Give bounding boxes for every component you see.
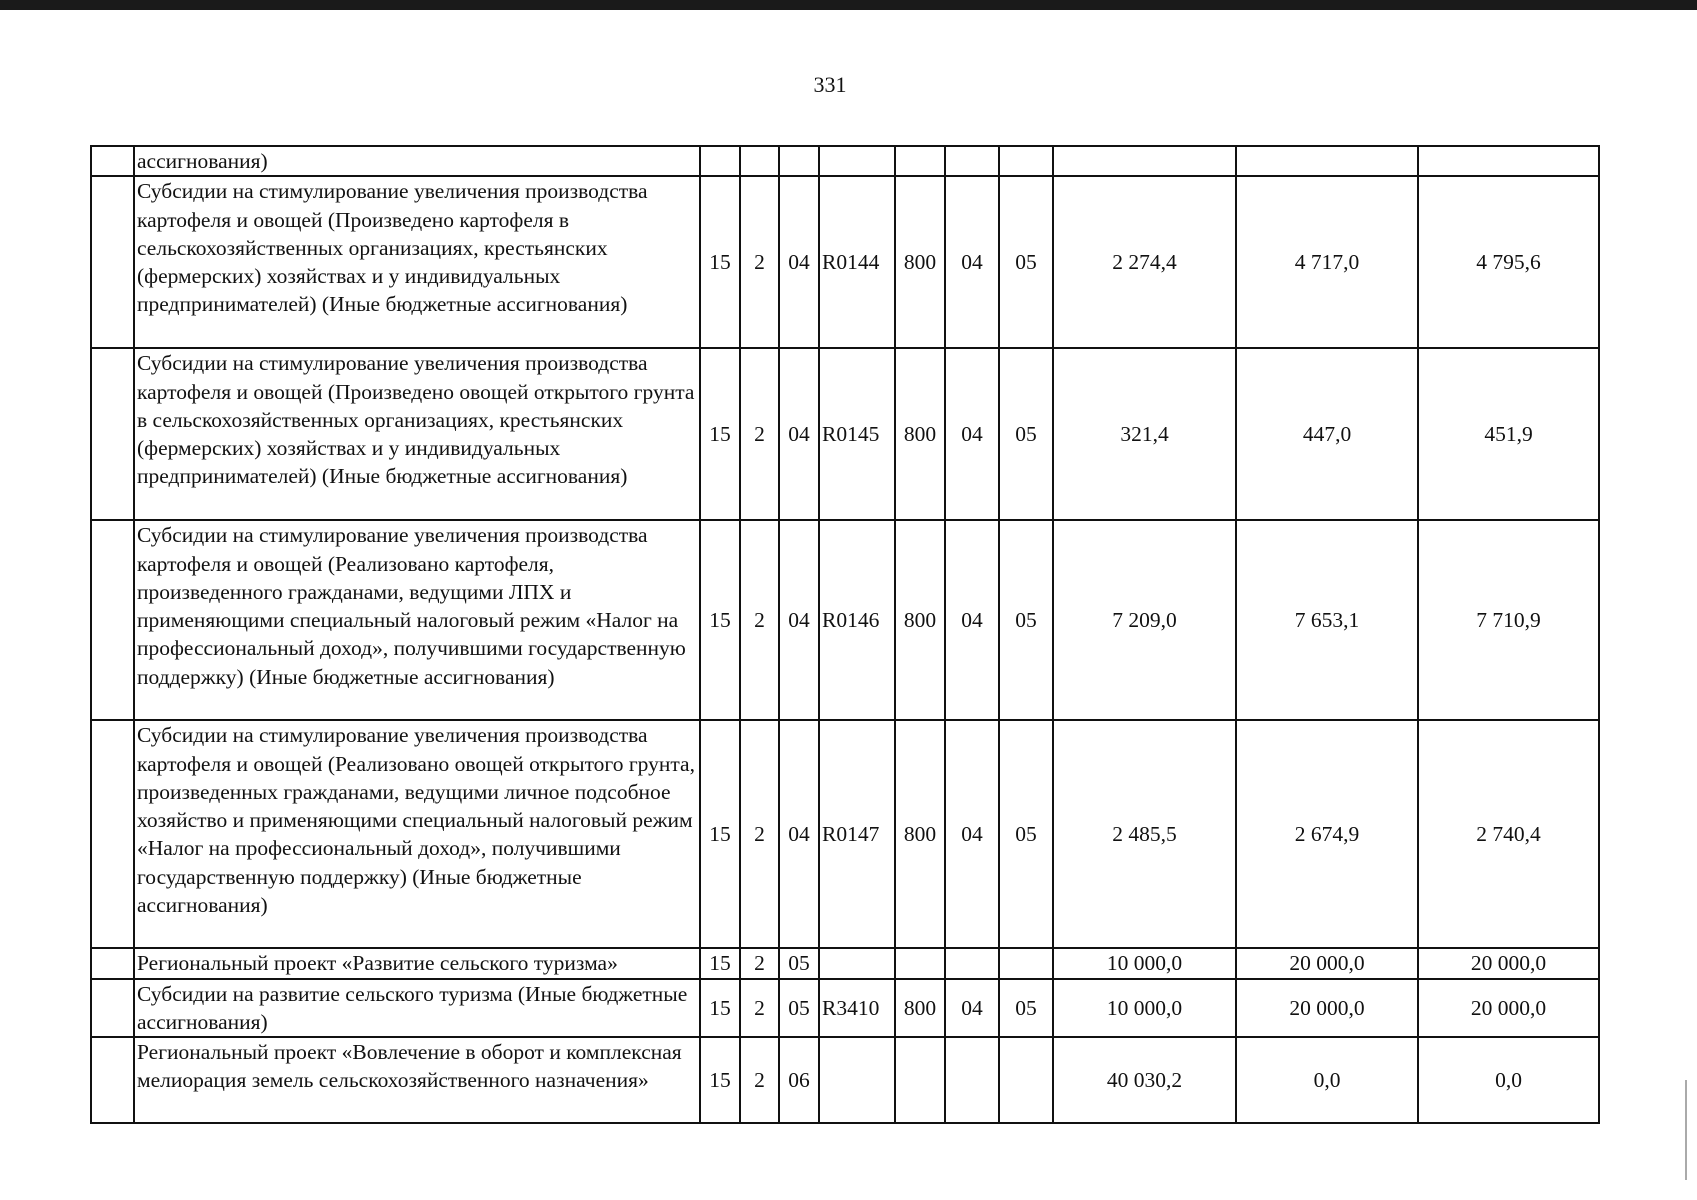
code-expense-type-cell (895, 146, 945, 176)
row-index-cell (91, 720, 134, 948)
code-gp-cell: 15 (700, 720, 740, 948)
row-index-cell (91, 520, 134, 720)
row-index-cell (91, 948, 134, 978)
code-section-cell: 04 (945, 176, 999, 348)
code-subsection-cell: 05 (999, 176, 1053, 348)
row-name: Субсидии на стимулирование увеличения производства картофеля и овощей (Произведено овощей открытого грунта в сельскохозяйственных организациях, крестьянских (фермерских) хозяйствах и у индивидуальных предпринимателей) (Иные бюджетные ассигнования) (134, 348, 700, 520)
code-sub-cell: 2 (740, 520, 779, 720)
code-expense-type-cell: 800 (895, 520, 945, 720)
amount-year-1-cell: 10 000,0 (1053, 979, 1236, 1038)
code-sub-cell: 2 (740, 948, 779, 978)
code-subsection-cell: 05 (999, 979, 1053, 1038)
amount-year-3-cell: 20 000,0 (1418, 948, 1599, 978)
code-subsection-cell (999, 1037, 1053, 1123)
amount-year-3-cell: 4 795,6 (1418, 176, 1599, 348)
amount-year-3-cell: 7 710,9 (1418, 520, 1599, 720)
code-target-cell: R0146 (819, 520, 895, 720)
amount-year-3-cell: 20 000,0 (1418, 979, 1599, 1038)
table-row (91, 1037, 1599, 1123)
code-expense-type-cell (895, 1037, 945, 1123)
scan-edge (0, 0, 1697, 10)
code-subsection-cell (999, 146, 1053, 176)
amount-year-1-cell (1053, 146, 1236, 176)
table-row (91, 176, 1599, 348)
code-expense-type-cell (895, 948, 945, 978)
row-name: Региональный проект «Вовлечение в оборот и комплексная мелиорация земель сельскохозяйственного назначения» (134, 1037, 700, 1123)
table-row (91, 979, 1599, 1038)
code-section-cell (945, 146, 999, 176)
row-index-cell (91, 146, 134, 176)
code-target-cell (819, 1037, 895, 1123)
code-subsection-cell: 05 (999, 520, 1053, 720)
amount-year-2-cell: 2 674,9 (1236, 720, 1418, 948)
code-gp-cell (700, 146, 740, 176)
amount-year-2-cell: 20 000,0 (1236, 979, 1418, 1038)
row-name: Субсидии на развитие сельского туризма (Иные бюджетные ассигнования) (134, 979, 700, 1038)
code-event-cell (779, 146, 819, 176)
row-index-cell (91, 979, 134, 1038)
code-sub-cell: 2 (740, 348, 779, 520)
table-row (91, 348, 1599, 520)
amount-year-1-cell: 40 030,2 (1053, 1037, 1236, 1123)
row-name: ассигнования) (134, 146, 700, 176)
table-row (91, 948, 1599, 978)
code-event-cell: 04 (779, 348, 819, 520)
code-sub-cell: 2 (740, 176, 779, 348)
amount-year-2-cell: 20 000,0 (1236, 948, 1418, 978)
code-section-cell: 04 (945, 348, 999, 520)
code-event-cell: 04 (779, 520, 819, 720)
table-row (91, 520, 1599, 720)
code-gp-cell: 15 (700, 348, 740, 520)
page-number: 331 (813, 72, 847, 97)
amount-year-2-cell: 4 717,0 (1236, 176, 1418, 348)
amount-year-3-cell: 0,0 (1418, 1037, 1599, 1123)
code-subsection-cell (999, 948, 1053, 978)
row-index-cell (91, 1037, 134, 1123)
code-target-cell: R0147 (819, 720, 895, 948)
code-target-cell: R0145 (819, 348, 895, 520)
row-name: Субсидии на стимулирование увеличения производства картофеля и овощей (Реализовано овощей открытого грунта, произведенных гражданами, ведущими личное подсобное хозяйство и применяющими специальный налоговый режим «Налог на профессиональный доход», получившими государственную поддержку) (Иные бюджетные ассигнования) (134, 720, 700, 948)
code-sub-cell: 2 (740, 979, 779, 1038)
code-event-cell: 04 (779, 720, 819, 948)
code-expense-type-cell: 800 (895, 979, 945, 1038)
budget-table (90, 145, 1600, 1124)
amount-year-1-cell: 2 485,5 (1053, 720, 1236, 948)
code-section-cell: 04 (945, 979, 999, 1038)
amount-year-2-cell (1236, 146, 1418, 176)
code-subsection-cell: 05 (999, 720, 1053, 948)
code-target-cell (819, 948, 895, 978)
row-index-cell (91, 176, 134, 348)
amount-year-1-cell: 7 209,0 (1053, 520, 1236, 720)
row-name: Субсидии на стимулирование увеличения производства картофеля и овощей (Реализовано картофеля, произведенного гражданами, ведущими ЛПХ и применяющими специальный налоговый режим «Налог на профессиональный доход», получившими государственную поддержку) (Иные бюджетные ассигнования) (134, 520, 700, 720)
code-sub-cell: 2 (740, 720, 779, 948)
code-expense-type-cell: 800 (895, 720, 945, 948)
amount-year-1-cell: 10 000,0 (1053, 948, 1236, 978)
code-event-cell: 06 (779, 1037, 819, 1123)
code-target-cell: R3410 (819, 979, 895, 1038)
code-section-cell: 04 (945, 720, 999, 948)
amount-year-3-cell: 2 740,4 (1418, 720, 1599, 948)
code-gp-cell: 15 (700, 1037, 740, 1123)
code-subsection-cell: 05 (999, 348, 1053, 520)
code-section-cell (945, 1037, 999, 1123)
row-name: Субсидии на стимулирование увеличения производства картофеля и овощей (Произведено картофеля в сельскохозяйственных организациях, крестьянских (фермерских) хозяйствах и у индивидуальных предпринимателей) (Иные бюджетные ассигнования) (134, 176, 700, 348)
code-event-cell: 05 (779, 979, 819, 1038)
code-section-cell: 04 (945, 520, 999, 720)
amount-year-3-cell (1418, 146, 1599, 176)
amount-year-1-cell: 321,4 (1053, 348, 1236, 520)
code-sub-cell: 2 (740, 1037, 779, 1123)
code-expense-type-cell: 800 (895, 176, 945, 348)
amount-year-2-cell: 0,0 (1236, 1037, 1418, 1123)
table-row (91, 720, 1599, 948)
scan-mark (1685, 1080, 1687, 1180)
code-gp-cell: 15 (700, 520, 740, 720)
code-target-cell (819, 146, 895, 176)
code-event-cell: 05 (779, 948, 819, 978)
row-index-cell (91, 348, 134, 520)
row-name: Региональный проект «Развитие сельского туризма» (134, 948, 700, 978)
code-gp-cell: 15 (700, 979, 740, 1038)
code-expense-type-cell: 800 (895, 348, 945, 520)
code-gp-cell: 15 (700, 176, 740, 348)
code-section-cell (945, 948, 999, 978)
amount-year-1-cell: 2 274,4 (1053, 176, 1236, 348)
amount-year-2-cell: 447,0 (1236, 348, 1418, 520)
code-event-cell: 04 (779, 176, 819, 348)
code-target-cell: R0144 (819, 176, 895, 348)
amount-year-2-cell: 7 653,1 (1236, 520, 1418, 720)
amount-year-3-cell: 451,9 (1418, 348, 1599, 520)
table-row (91, 146, 1599, 176)
code-sub-cell (740, 146, 779, 176)
code-gp-cell: 15 (700, 948, 740, 978)
